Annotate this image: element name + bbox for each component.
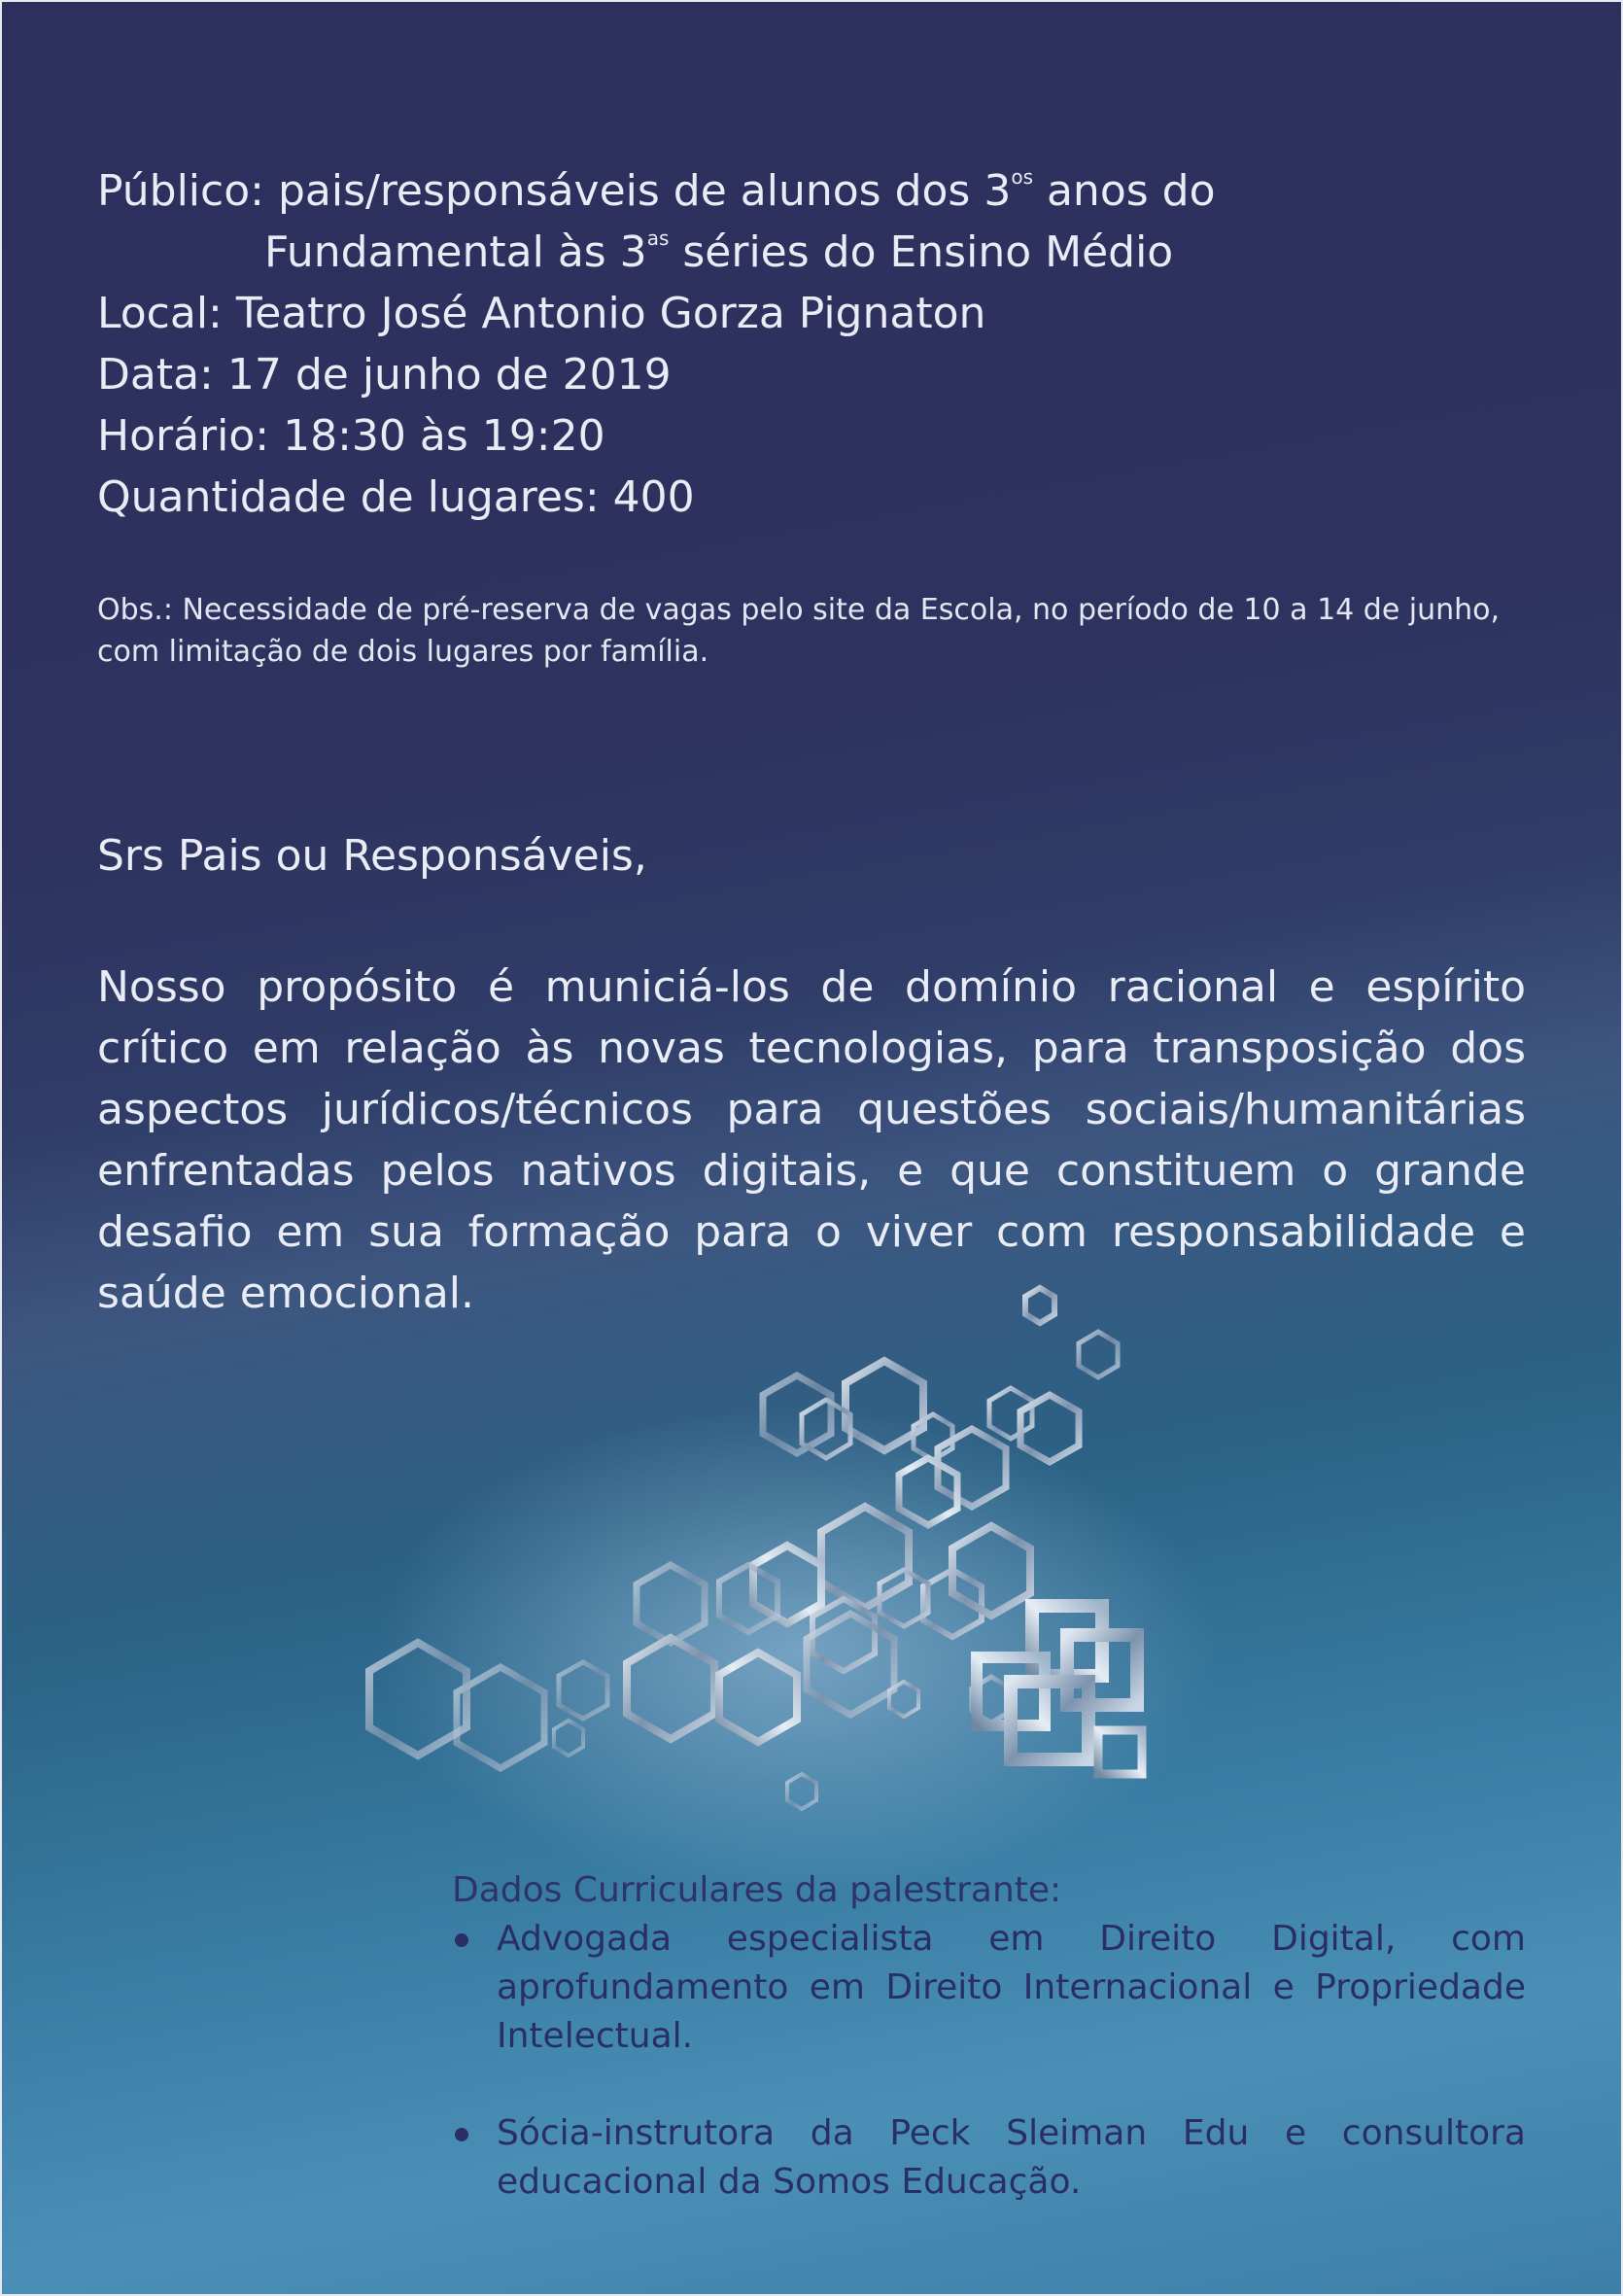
hexagon-shape bbox=[627, 1638, 714, 1739]
audience-line-2 bbox=[97, 222, 1526, 283]
hexagon-shape bbox=[821, 1507, 909, 1608]
square-shape bbox=[1098, 1730, 1142, 1774]
greeting: Srs Pais ou Responsáveis, bbox=[97, 831, 647, 881]
superscript-os: os bbox=[1011, 165, 1033, 190]
hexagon-shape bbox=[719, 1565, 777, 1632]
time-line: Horário: 18:30 às 19:20 bbox=[97, 411, 605, 461]
credentials-title: Dados Curriculares da palestrante: bbox=[452, 1870, 1062, 1910]
venue-line: Local: Teatro José Antonio Gorza Pignaton bbox=[97, 289, 986, 338]
hexagon-shape bbox=[787, 1774, 816, 1809]
credential-text: Sócia-instrutora da Peck Sleiman Edu e consultora educacional da Somos Educação. bbox=[497, 2113, 1526, 2202]
hexagon-shape bbox=[719, 1652, 797, 1742]
hexagon-shape bbox=[812, 1599, 875, 1671]
bullet-icon bbox=[455, 2128, 468, 2141]
seats-line: Quantidade de lugares: 400 bbox=[97, 472, 695, 522]
date-line: Data: 17 de junho de 2019 bbox=[97, 350, 672, 400]
superscript-as: as bbox=[646, 226, 670, 251]
hexagon-shape bbox=[1079, 1332, 1118, 1377]
hexagon-shape bbox=[914, 1414, 952, 1460]
hexagon-shape bbox=[369, 1643, 466, 1756]
audience-line-2-end: séries do Ensino Médio bbox=[669, 227, 1174, 277]
credentials-list bbox=[452, 1915, 1526, 2207]
audience-line-2-start: Fundamental às 3 bbox=[264, 227, 647, 277]
audience-label: Público: pais/responsáveis de alunos dos 3 bbox=[97, 166, 1012, 216]
hexagon-shape bbox=[753, 1546, 821, 1623]
bullet-icon bbox=[455, 1933, 468, 1947]
audience-label-end: anos do bbox=[1032, 166, 1216, 216]
event-info bbox=[97, 160, 1526, 528]
hexagon-shape bbox=[559, 1662, 607, 1719]
hexagon-shape bbox=[889, 1682, 918, 1717]
hexagon-shape bbox=[554, 1721, 583, 1756]
purpose-paragraph: Nosso propósito é municiá-los de domínio racional e espírito crítico em relação às novas tecnologias, para transposição dos aspectos jurídicos/técnicos para questões sociais/humanitárias enfrentadas pelos nativos digitais, e que constituem o grande desafio em sua formação para o viver com responsabilidade e saúde emocional. bbox=[97, 962, 1526, 1318]
audience-line bbox=[97, 160, 1526, 222]
hexagon-shape bbox=[989, 1388, 1032, 1439]
hexagon-decoration bbox=[321, 1273, 1195, 1818]
hexagon-shape bbox=[1025, 1288, 1054, 1323]
observation-note: Obs.: Necessidade de pré-reserva de vagas pelo site da Escola, no período de 10 a 14 de junho, com limitação de dois lugares por família. bbox=[97, 593, 1501, 669]
hexagon-shape bbox=[763, 1375, 831, 1453]
hexagon-shape bbox=[952, 1526, 1030, 1616]
list-item bbox=[452, 2109, 1526, 2207]
speaker-credentials bbox=[452, 1866, 1526, 2207]
credential-text: Advogada especialista em Direito Digital, com aprofundamento em Direito Internacional e Propriedade Intelectual. bbox=[497, 1919, 1526, 2056]
list-item bbox=[452, 1915, 1526, 2061]
hexagon-shape bbox=[637, 1565, 705, 1643]
